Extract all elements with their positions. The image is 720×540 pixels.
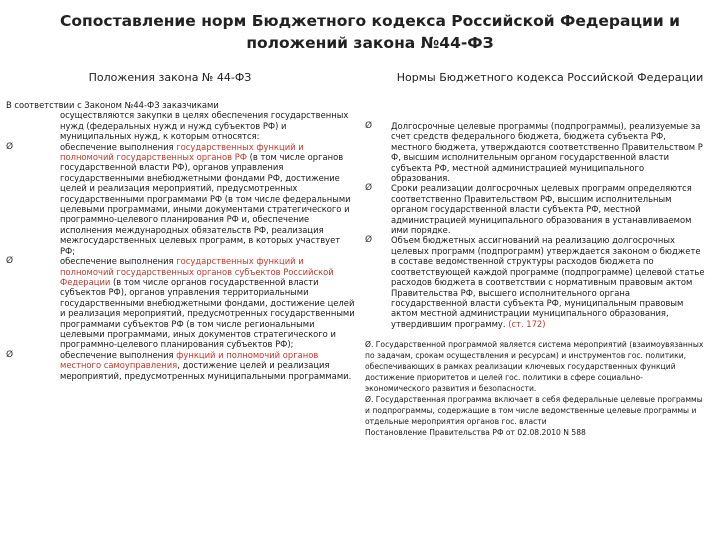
bullet-arrow-icon: Ø (6, 349, 14, 360)
highlight-text: государственных функций и полномочий государственных органов субъектов Российской Федерации (60, 256, 334, 287)
list-item: Ø обеспечение выполнения государственных функций и полномочий государственных органов РФ (в том числе органов государственной власти РФ), органов управления государственными внебюджетными фондами РФ, достижение целей и реализация мероприятий, предусмотренных государственными программами РФ (в том числе федеральными целевыми программами, иными документами стратегического и программно-целевого планирования РФ и, обеспечение исполнения международных обязательств РФ, реализация межгосударственных целевых программ, в которых участвует РФ; (6, 141, 351, 256)
bullet-arrow-icon: Ø (6, 256, 14, 267)
list-item: Ø Долгосрочные целевые программы (подпрограммы), реализуемые за счет средств федерального бюджета, бюджета субъекта РФ, местного бюджета, утверждаются соответственно Правительством Р Ф, высшим исполнительным органом государственной власти субъекта РФ, местной администрацией муниципального образования. (365, 121, 703, 184)
bullet-arrow-icon: Ø (365, 121, 373, 131)
highlight-text: государственных функций и полномочий государственных органов РФ (60, 141, 304, 163)
left-column-heading: Положения закона № 44-ФЗ (88, 71, 252, 84)
note-source: Постановление Правительства РФ от 02.08.2010 N 588 (365, 428, 586, 438)
intro-rest: осуществляются закупки в целях обеспечения государственных нужд (федеральных нужд и нужд субъектов РФ) и муниципальных нужд, к которым относятся: (60, 110, 349, 142)
bullet-arrow-icon: Ø (6, 141, 14, 152)
list-item: Ø обеспечение выполнения государственных функций и полномочий государственных органов субъектов Российской Федерации (в том числе органов государственной власти субъектов РФ), органов управления территориальными государственными внебюджетными фондами, достижение целей и реализация мероприятий, предусмотренных государственными программами субъектов РФ (в том числе региональными целевыми программами, иных документов стратегического и программно-целевого планирования субъектов РФ); (6, 256, 355, 350)
note-paragraph: Ø. Государственная программа включает в себя федеральные целевые программы и подпрограммы, содержащие в том числе ведомственные целевые программы и отдельные мероприятия органов гос. власти (365, 395, 703, 427)
list-item: Ø Объем бюджетных ассигнований на реализацию долгосрочных целевых программ (подпрограмм) утверждается законом о бюджете в составе ведомственной структуры расходов бюджета по соответствующей каждой программе (подпрограмме) целевой статье расходов бюджета в соответствии с нормативным правовым актом Правительства РФ, высшего исполнительного органа государственной власти субъекта РФ, муниципальным правовым актом местной администрации муниципального образования, утвердившим программу. (ст. 172) (365, 235, 705, 329)
bullet-arrow-icon: Ø (365, 235, 373, 246)
page-title: Сопоставление норм Бюджетного кодекса Российской Федерации и положений закона №44-ФЗ (60, 12, 680, 52)
budget-code-column (365, 121, 705, 438)
right-column-heading: Нормы Бюджетного кодекса Российской Федерации (396, 71, 704, 84)
highlight-text: функций и полномочий органов местного самоуправления (60, 349, 319, 371)
notes-block (365, 339, 705, 438)
intro-paragraph (6, 100, 356, 142)
list-item: Ø Сроки реализации долгосрочных целевых программ определяются соответственно Правительством РФ, высшим исполнительным органом государственной власти субъекта РФ, местной администрацией муниципального образования в устанавливаемом ими порядке. (365, 183, 692, 236)
intro-lead: В соответствии с Законом №44-ФЗ заказчиками (6, 100, 219, 110)
note-paragraph: Ø. Государственной программой является система мероприятий (взаимоувязанных по задачам, срокам осуществления и ресурсам) и инструментов гос. политики, обеспечивающих в рамках реализации ключевых государственных функций достижение приоритетов и целей гос. политики в сфере социально-экономического развития и безопасности. (365, 340, 704, 394)
article-reference: (ст. 172) (508, 318, 546, 329)
bullet-arrow-icon: Ø (365, 183, 373, 194)
list-item: Ø обеспечение выполнения функций и полномочий органов местного самоуправления, достижение целей и реализация мероприятий, предусмотренных муниципальными программами. (6, 349, 352, 381)
law-44-fz-column (6, 100, 356, 381)
